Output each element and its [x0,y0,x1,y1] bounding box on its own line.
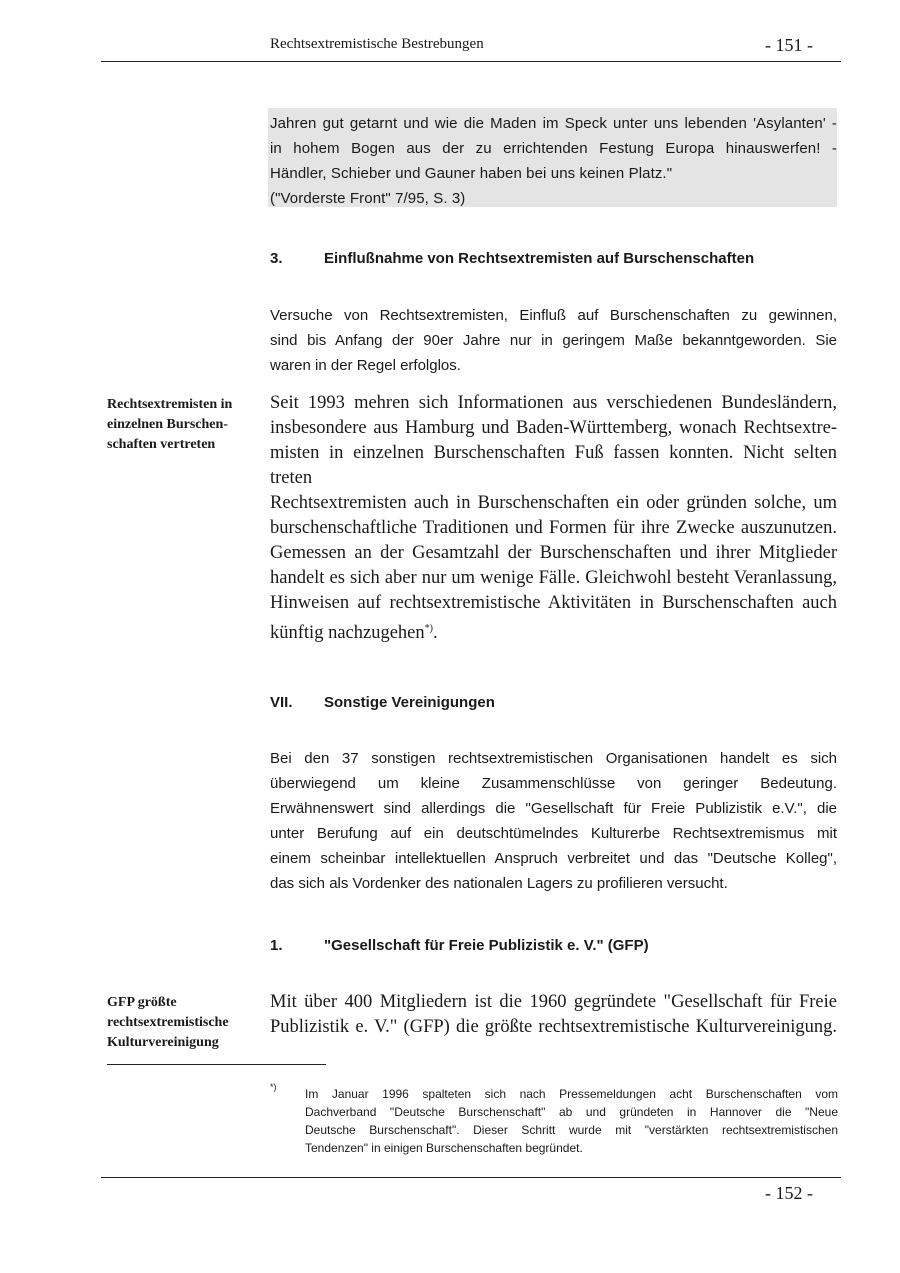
quote-line: in hohem Bogen aus der zu errichtenden Festung Europa hinauswerfen! - [270,140,837,157]
text-line: misten in einzelnen Burschenschaften Fuß fassen konnten. Nicht selten treten [270,443,837,488]
text-fragment: künftig nachzugehen [270,623,425,644]
text-line: Seit 1993 mehren sich Informationen aus verschiedenen Bundesländern, [270,393,837,413]
footnote-reference[interactable]: *) [424,623,433,634]
margin-note-line: einzelnen Burschen- [107,417,228,432]
margin-note-line: rechtsextremistische [107,1015,229,1030]
section-vii-1-paragraph [270,990,837,1040]
text-line: waren in der Regel erfolglos. [270,357,461,374]
quote-source: ("Vorderste Front" 7/95, S. 3) [270,190,466,207]
margin-note-line: Rechtsextremisten in [107,397,233,412]
text-line: überwiegend um kleine Zusammenschlüsse von geringer Bedeutung. [270,775,837,792]
footer-rule [101,1177,841,1178]
section-title: Einflußnahme von Rechtsextremisten auf Burschenschaften [324,250,755,267]
footnote-line: Dachverband "Deutsche Burschenschaft" ab und gründeten in Hannover die "Neue [305,1105,838,1119]
quote-line: Händler, Schieber und Gauner haben bei uns keinen Platz." [270,165,673,182]
header-rule [101,61,841,62]
page-number-bottom: - 152 - [765,1183,813,1203]
section-3-paragraph-1 [270,303,837,378]
quote-line: Jahren gut getarnt und wie die Maden im Speck unter uns lebenden 'Asylanten' - [270,115,837,132]
text-line: Gemessen an der Gesamtzahl der Burschenschaften und ihrer Mitglieder [270,543,837,563]
text-line: einem scheinbar intellektuellen Anspruch verbreitet und das "Deutsche Kolleg", [270,850,837,867]
margin-note-burschenschaften [107,395,257,455]
page-number-top: - 151 - [765,35,813,55]
footnote-line: Tendenzen" in einigen Burschenschaften begründet. [305,1141,583,1155]
text-line: Rechtsextremisten auch in Burschenschaften ein oder gründen solche, um [270,493,837,513]
text-line [270,616,837,646]
text-line: Publizistik e. V." (GFP) die größte rechtsextremistische Kulturvereinigung. [270,1017,837,1037]
text-fragment: . [432,623,438,644]
margin-note-line: Kulturvereinigung [107,1035,219,1050]
text-line: sind bis Anfang der 90er Jahre nur in geringem Maße bekanntgeworden. Sie [270,332,837,349]
text-line: unter Berufung auf ein deutschtümelndes Kulturerbe Rechtsextremismus mit [270,825,837,842]
running-header: Rechtsextremistische Bestrebungen [270,36,484,52]
text-line: Hinweisen auf rechtsextremistische Aktivitäten in Burschenschaften auch [270,593,837,613]
footnote-separator [107,1064,326,1065]
section-number: 1. [270,937,283,954]
text-line: handelt es sich aber nur um wenige Fälle. Gleichwohl besteht Veranlassung, [270,568,837,588]
quote-block [270,111,837,211]
text-line: Erwähnenswert sind allerdings die "Gesellschaft für Freie Publizistik e.V.", die [270,800,837,817]
text-line: Bei den 37 sonstigen rechtsextremistischen Organisationen handelt es sich [270,750,837,767]
section-number: VII. [270,694,293,711]
text-line: burschenschaftliche Traditionen und Formen für ihre Zwecke auszunutzen. [270,518,837,538]
section-vii-paragraph [270,746,837,896]
text-line: das sich als Vordenker des nationalen Lagers zu profilieren versucht. [270,875,728,892]
section-3-paragraph-2 [270,391,837,646]
margin-note-gfp [107,993,257,1053]
footnote-line: Deutsche Burschenschaft". Dieser Schritt wurde mit "verstärkten rechtsextremistischen [305,1123,838,1137]
footnote-text [305,1085,838,1157]
text-line: insbesondere aus Hamburg und Baden-Württemberg, wonach Rechtsextre- [270,418,837,438]
section-title: "Gesellschaft für Freie Publizistik e. V." (GFP) [324,937,649,954]
section-number: 3. [270,250,283,267]
text-line: Mit über 400 Mitgliedern ist die 1960 gegründete "Gesellschaft für Freie [270,992,837,1012]
footnote-mark: *) [270,1082,277,1092]
section-title: Sonstige Vereinigungen [324,694,495,711]
margin-note-line: GFP größte [107,995,177,1010]
footnote-line: Im Januar 1996 spalteten sich nach Pressemeldungen acht Burschenschaften vom [305,1087,838,1101]
text-line: Versuche von Rechtsextremisten, Einfluß auf Burschenschaften zu gewinnen, [270,307,837,324]
margin-note-line: schaften vertreten [107,437,216,452]
